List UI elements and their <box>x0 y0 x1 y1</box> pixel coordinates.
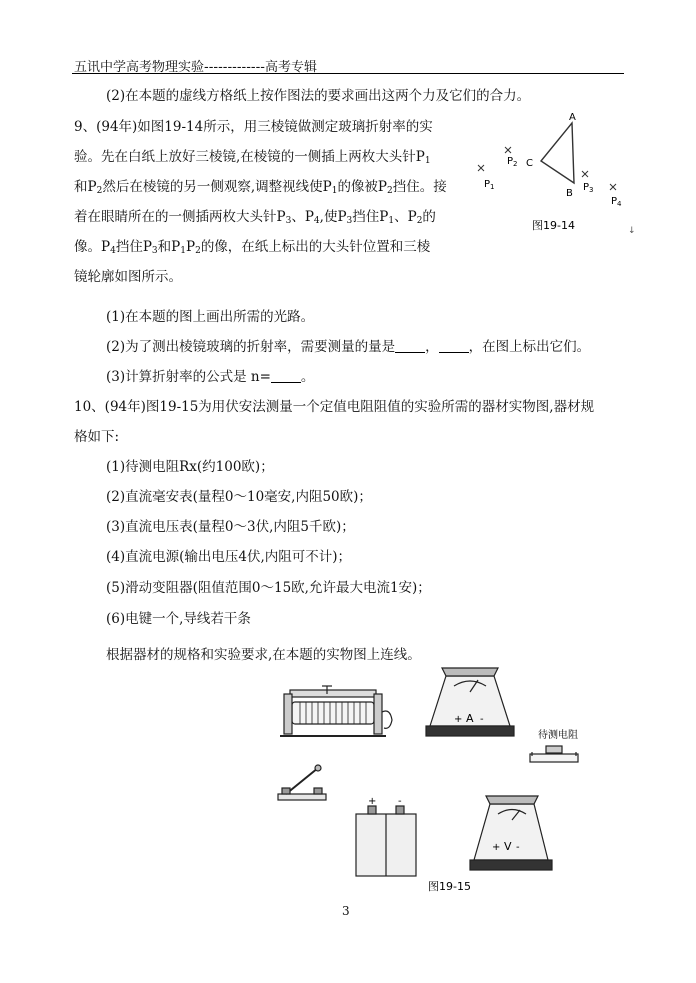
question-9-line-6: 镜轮廓如图所示。 <box>74 269 182 285</box>
vertex-a-label: A <box>569 112 576 123</box>
question-9-line-2: 验。先在白纸上放好三棱镜,在棱镜的一侧插上两枚大头针$P_1$ <box>74 149 431 166</box>
spec-item-5: (5)滑动变阻器(阻值范围0～15欧,允许最大电流1安)； <box>106 580 431 596</box>
document-header: 五讯中学高考物理实验-------------高考专辑 <box>74 60 317 75</box>
pin-p3-label: $P_3$ <box>583 182 594 194</box>
question-9-line-1: 9、(94年)如图19-14所示，用三棱镜做测定玻璃折射率的实 <box>74 119 433 135</box>
resistor-label: 待测电阻 <box>538 730 578 741</box>
answer-blank <box>395 340 425 353</box>
switch-drawing <box>278 765 326 800</box>
ammeter-minus: - <box>480 714 484 725</box>
figure-19-15 <box>270 664 600 896</box>
spec-item-1: (1)待测电阻Rx(约100欧)； <box>106 459 274 475</box>
question-10-line-2: 格如下: <box>74 429 120 445</box>
battery-plus: + <box>368 796 377 807</box>
question-9-part-1: (1)在本题的图上画出所需的光路。 <box>106 309 315 325</box>
figure-19-14 <box>466 108 646 240</box>
battery-minus: - <box>398 796 402 807</box>
question-9-part-2: (2)为了测出棱镜玻璃的折射率，需要测量的量是 ， ，在图上标出它们。 <box>106 339 591 355</box>
pin-p1-marker <box>478 165 484 171</box>
pin-p2-label: $P_2$ <box>507 156 518 168</box>
voltmeter-drawing <box>470 796 552 870</box>
ammeter-drawing <box>426 668 514 736</box>
page-number: 3 <box>342 904 350 918</box>
pin-p1-label: $P_1$ <box>484 179 495 191</box>
figure-19-14-caption: 图19-14 <box>532 219 575 232</box>
voltmeter-minus: - <box>516 842 520 853</box>
spec-item-6: (6)电键一个,导线若干条 <box>106 611 251 627</box>
vertex-c-label: C <box>526 158 533 169</box>
pin-p4-marker <box>610 184 616 190</box>
spec-item-4: (4)直流电源(输出电压4伏,内阻可不计)； <box>106 549 352 565</box>
pin-p2-marker <box>505 147 511 153</box>
question-9-line-4: 着在眼睛所在的一侧插两枚大头针$P_3$、$P_4$,使$P_3$挡住$P_1$、$P_2$的 <box>74 209 436 226</box>
pin-p3-marker <box>582 171 588 177</box>
question-9-line-5: 像。$P_4$挡住$P_3$和$P_1P_2$的像，在纸上标出的大头针位置和三棱 <box>74 239 431 256</box>
question-9-part-3: (3)计算折射率的公式是 n= 。 <box>106 369 315 385</box>
answer-blank <box>271 370 301 383</box>
voltmeter-label: V <box>504 840 512 853</box>
arrow-mark: ↓ <box>628 226 636 236</box>
ammeter-label: A <box>466 712 474 725</box>
figure-19-15-caption: 图19-15 <box>428 880 471 893</box>
vertex-b-label: B <box>566 188 573 199</box>
spec-item-2: (2)直流毫安表(量程0～10毫安,内阻50欧)； <box>106 489 372 505</box>
rheostat-drawing <box>280 686 392 736</box>
text-line-1: (2)在本题的虚线方格纸上按作图法的要求画出这两个力及它们的合力。 <box>106 88 531 104</box>
prism-outline <box>541 123 574 183</box>
ammeter-plus: + <box>454 714 463 725</box>
pin-p4-label: $P_4$ <box>611 196 622 208</box>
resistor-drawing <box>530 746 578 762</box>
instruction-line: 根据器材的规格和实验要求,在本题的实物图上连线。 <box>106 647 421 663</box>
header-rule <box>72 73 624 74</box>
battery-drawing <box>356 806 416 876</box>
voltmeter-plus: + <box>492 842 501 853</box>
answer-blank <box>439 340 469 353</box>
spec-item-3: (3)直流电压表(量程0～3伏,内阻5千欧)； <box>106 519 355 535</box>
question-10-line-1: 10、(94年)图19-15为用伏安法测量一个定值电阻阻值的实验所需的器材实物图,器材规 <box>74 399 595 415</box>
question-9-line-3: 和$P_2$然后在棱镜的另一侧观察,调整视线使$P_1$的像被$P_2$挡住。接 <box>74 179 447 196</box>
